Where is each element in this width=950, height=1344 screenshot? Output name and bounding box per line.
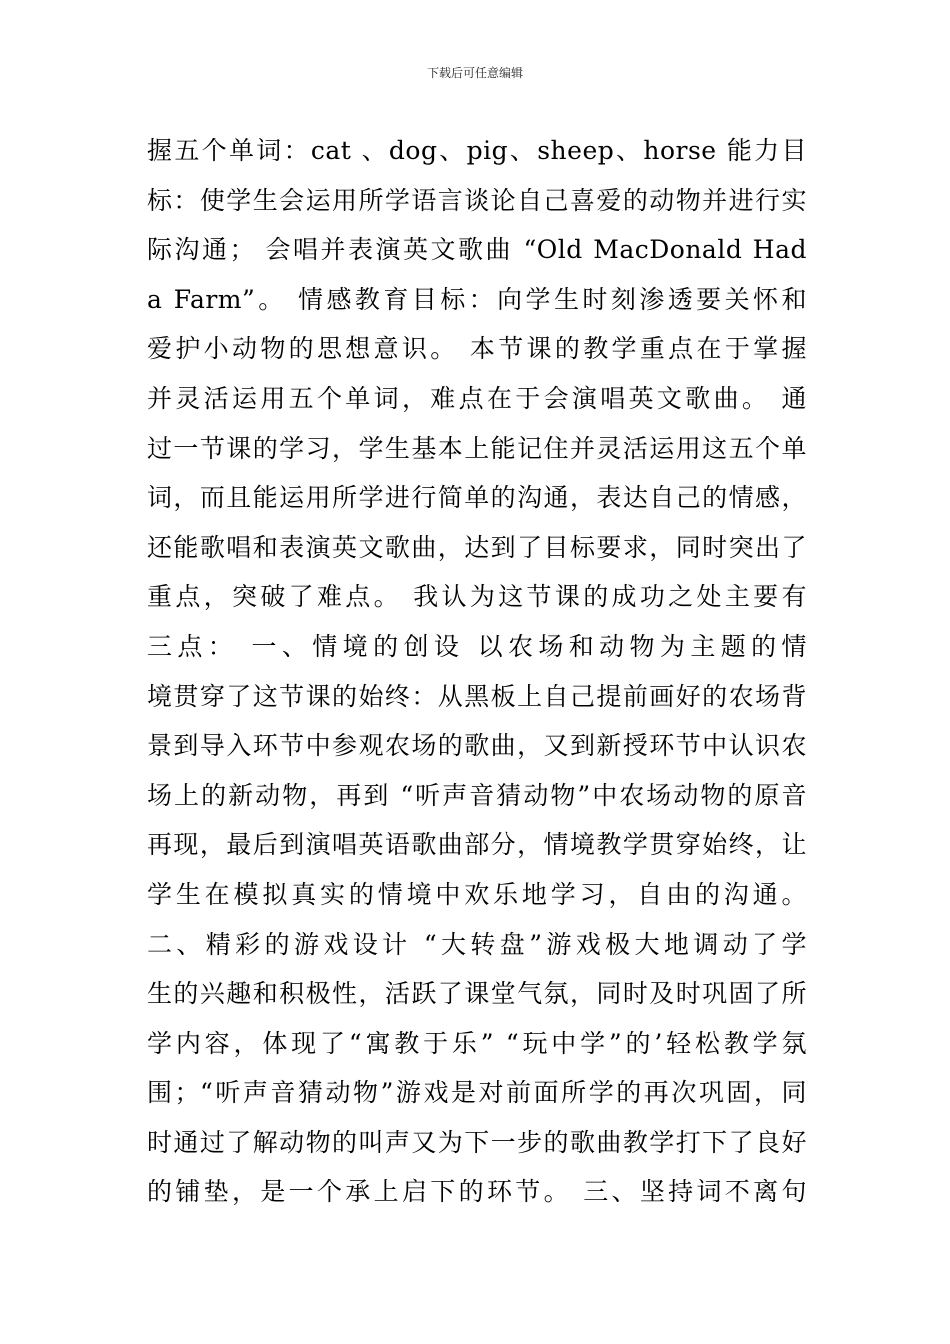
text-line: 爱护小动物的思想意识。 本节课的教学重点在于掌握 [147,334,807,364]
text-line: 际沟通； 会唱并表演英文歌曲 “Old MacDonald Had [147,235,807,265]
text-line: 景到导入环节中参观农场的歌曲，又到新授环节中认识农 [147,731,807,761]
text-line: 过一节课的学习，学生基本上能记住并灵活运用这五个单 [147,433,807,463]
page-header: 下载后可任意编辑 [426,66,523,80]
text-line: 握五个单词：cat 、dog、pig、sheep、horse 能力目 [147,136,807,165]
text-line: 标：使学生会运用所学语言谈论自己喜爱的动物并进行实 [147,185,807,215]
text-line: 二、精彩的游戏设计 “大转盘”游戏极大地调动了学 [147,929,807,959]
text-line: 还能歌唱和表演英文歌曲，达到了目标要求，同时突出了 [147,532,807,562]
text-line: 学生在模拟真实的情境中欢乐地学习，自由的沟通。 [147,879,807,909]
text-line: 的铺垫，是一个承上启下的环节。 三、坚持词不离句 [147,1177,807,1207]
text-line: 场上的新动物，再到 “听声音猜动物”中农场动物的原音 [147,780,807,810]
text-line: 并灵活运用五个单词，难点在于会演唱英文歌曲。 通 [147,383,807,413]
text-line: 重点，突破了难点。 我认为这节课的成功之处主要有 [147,582,807,612]
text-line: a Farm”。 情感教育目标：向学生时刻渗透要关怀和 [147,284,807,314]
text-line: 再现，最后到演唱英语歌曲部分，情境教学贯穿始终，让 [147,830,807,860]
text-line: 境贯穿了这节课的始终：从黑板上自己提前画好的农场背 [147,681,807,711]
text-line: 生的兴趣和积极性，活跃了课堂气氛，同时及时巩固了所 [147,979,807,1009]
document-body [147,126,807,1217]
text-line: 学内容，体现了“寓教于乐” “玩中学”的’轻松教学氛 [147,1028,807,1058]
text-line: 时通过了解动物的叫声又为下一步的歌曲教学打下了良好 [147,1127,807,1157]
text-line: 词，而且能运用所学进行简单的沟通，表达自己的情感， [147,483,807,513]
text-line: 围；“听声音猜动物”游戏是对前面所学的再次巩固，同 [147,1078,807,1108]
text-line: 三点： 一、情境的创设 以农场和动物为主题的情 [147,631,807,661]
